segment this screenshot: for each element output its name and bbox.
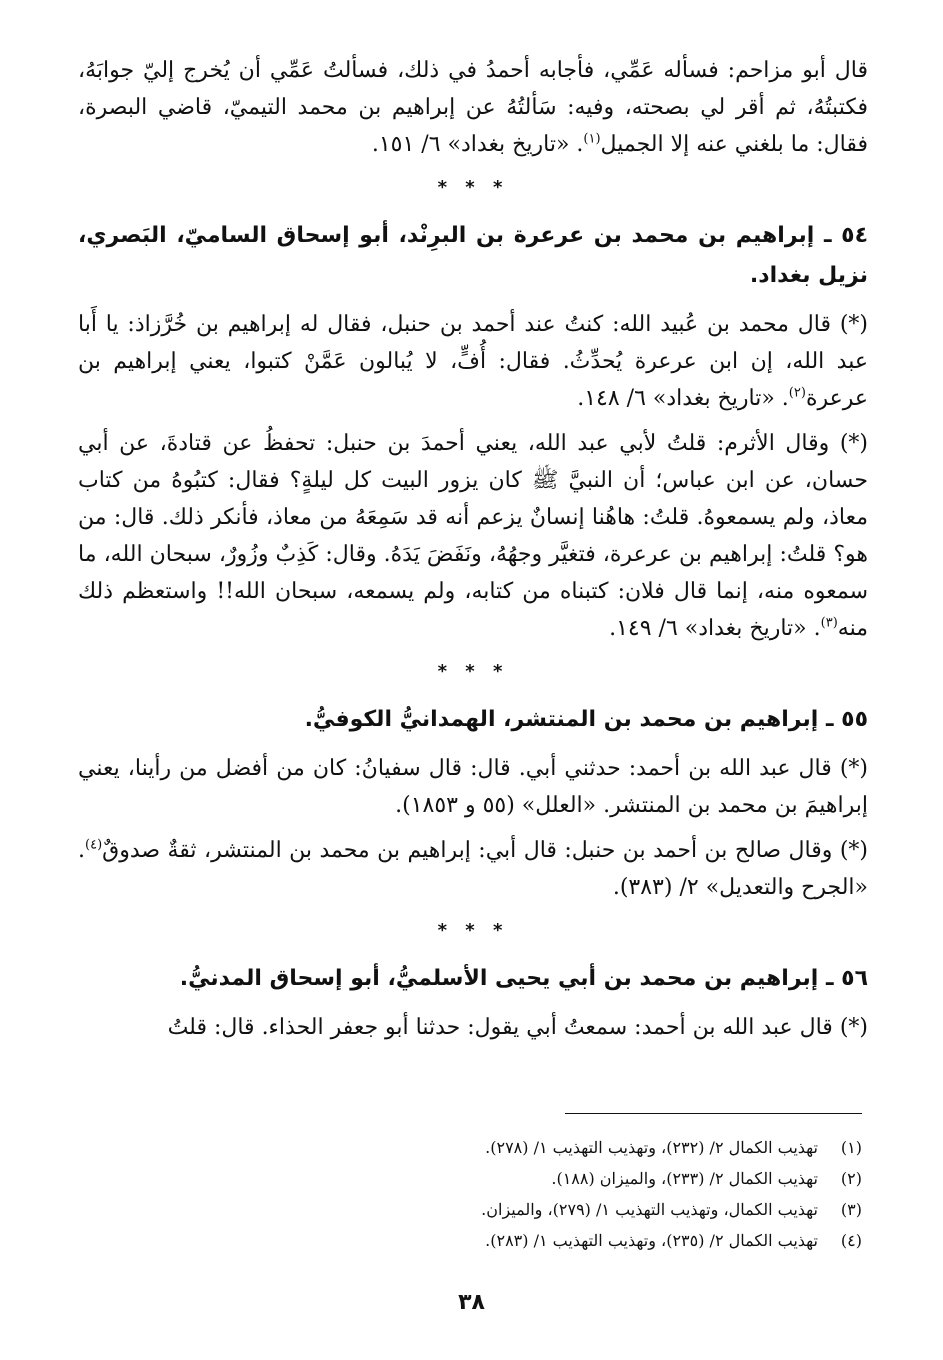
- entry-54-paragraph-1: [78, 306, 868, 417]
- footnote-number: (٤): [840, 1231, 862, 1250]
- section-separator: * * *: [437, 661, 509, 682]
- footnote: [300, 1132, 862, 1163]
- footnote-text: تهذيب الكمال ٢/ (٢٣٣)، والميزان (١٨٨).: [551, 1169, 818, 1188]
- section-separator: * * *: [437, 177, 509, 198]
- page-body: [78, 52, 868, 1054]
- footnote-text: تهذيب الكمال، وتهذيب التهذيب ١/ (٢٧٩)، والميزان.: [481, 1200, 818, 1219]
- footnote: [300, 1225, 862, 1256]
- entry-55-paragraph-1: [78, 750, 868, 824]
- footnote-ref: (٣): [820, 615, 838, 631]
- footnotes: [300, 1132, 862, 1256]
- paragraph-text: (*) قال محمد بن عُبيد الله: كنتُ عند أحمد بن حنبل، فقال له إبراهيم بن خُرَّزاذ: يا أَبا عبد الله، إن ابن عرعرة يُحدِّثُ. فقال: أُفٍّ، لا يُبالون عَمَّنْ كتبوا، يعني إبراهيم بن عرعرة: [78, 312, 868, 411]
- entry-heading-56: ٥٦ ـ إبراهيم بن محمد بن أبي يحيى الأسلميُّ، أبو إسحاق المدنيُّ.: [179, 966, 868, 991]
- paragraph-text: (*) قال عبد الله بن أحمد: حدثني أبي. قال: قال سفيانُ: كان من أفضل من رأينا، يعني إبراهيمَ بن محمد بن المنتشر. «العلل» (٥٥ و ١٨٥٣).: [78, 756, 868, 818]
- entry-heading-55: ٥٥ ـ إبراهيم بن محمد بن المنتشر، الهمدانيُّ الكوفيُّ.: [304, 707, 868, 732]
- entry-54-paragraph-2: [78, 425, 868, 647]
- footnote-number: (١): [840, 1138, 862, 1157]
- paragraph-text: (*) وقال صالح بن أحمد بن حنبل: قال أبي: إبراهيم بن محمد بن المنتشر، ثقةٌ صدوقٌ: [102, 838, 868, 863]
- entry-heading-54: ٥٤ ـ إبراهيم بن محمد بن عرعرة بن البرِنْد، أبو إسحاق الساميّ، البَصري، نزيل بغداد.: [78, 223, 868, 288]
- citation: . «تاريخ بغداد» ٦/ ١٤٩.: [609, 616, 821, 641]
- footnote-number: (٢): [840, 1169, 862, 1188]
- section-separator: * * *: [437, 920, 509, 941]
- citation: . «تاريخ بغداد» ٦/ ١٥١.: [371, 132, 584, 157]
- paragraph-continued: [78, 52, 868, 163]
- footnote: [300, 1194, 862, 1225]
- citation: . «تاريخ بغداد» ٦/ ١٤٨.: [577, 386, 789, 411]
- footnote-ref: (٤): [85, 837, 103, 853]
- footnote-divider: [565, 1113, 862, 1114]
- citation: . «الجرح والتعديل» ٢/ (٣٨٣).: [78, 838, 868, 900]
- entry-55-paragraph-2: [78, 832, 868, 906]
- paragraph-text: (*) قال عبد الله بن أحمد: سمعتُ أبي يقول: حدثنا أبو جعفر الحذاء. قال: قلتُ: [167, 1015, 868, 1040]
- footnote: [300, 1163, 862, 1194]
- footnote-ref: (١): [583, 131, 601, 147]
- footnote-number: (٣): [840, 1200, 862, 1219]
- paragraph-text: (*) وقال الأثرم: قلتُ لأبي عبد الله، يعني أحمدَ بن حنبل: تحفظُ عن قتادةَ، عن أبي حسان، عن ابن عباس؛ أن النبيَّ ﷺ كان يزور البيت كل ليلةٍ؟ فقال: كتبُوهُ من كتاب معاذ، ولم يسمعوهُ. قلتُ: هاهُنا إنسانٌ يزعم أنه قد سَمِعَهُ من معاذ، فأنكر ذلك. قال: من هو؟ قلتُ: إبراهيم بن عرعرة، فتغيَّر وجهُهُ، ونَفَضَ يَدَهُ. وقال: كَذِبٌ وزُورٌ، سبحان الله، ما سمعوه منه، إنما قال فلان: كتبناه من كتابه، ولم يسمعه، سبحان الله!! واستعظم ذلك منه: [78, 431, 869, 641]
- page-number: ٣٨: [458, 1290, 485, 1315]
- footnote-ref: (٢): [788, 385, 806, 401]
- footnote-text: تهذيب الكمال ٢/ (٢٣٢)، وتهذيب التهذيب ١/ (٢٧٨).: [485, 1138, 818, 1157]
- paragraph-text: قال أبو مزاحم: فسأله عَمِّي، فأجابه أحمدُ في ذلك، فسألتُ عَمِّي أن يُخرج إليّ جوابَهُ، فكتبتُهُ، ثم أقر لي بصحته، وفيه: سَألتُهُ عن إبراهيم بن محمد التيميّ، قاضي البصرة، فقال: ما بلغني عنه إلا الجميل: [78, 58, 868, 157]
- footnote-text: تهذيب الكمال ٢/ (٢٣٥)، وتهذيب التهذيب ١/ (٢٨٣).: [485, 1231, 818, 1250]
- entry-56-paragraph-1: [78, 1009, 868, 1046]
